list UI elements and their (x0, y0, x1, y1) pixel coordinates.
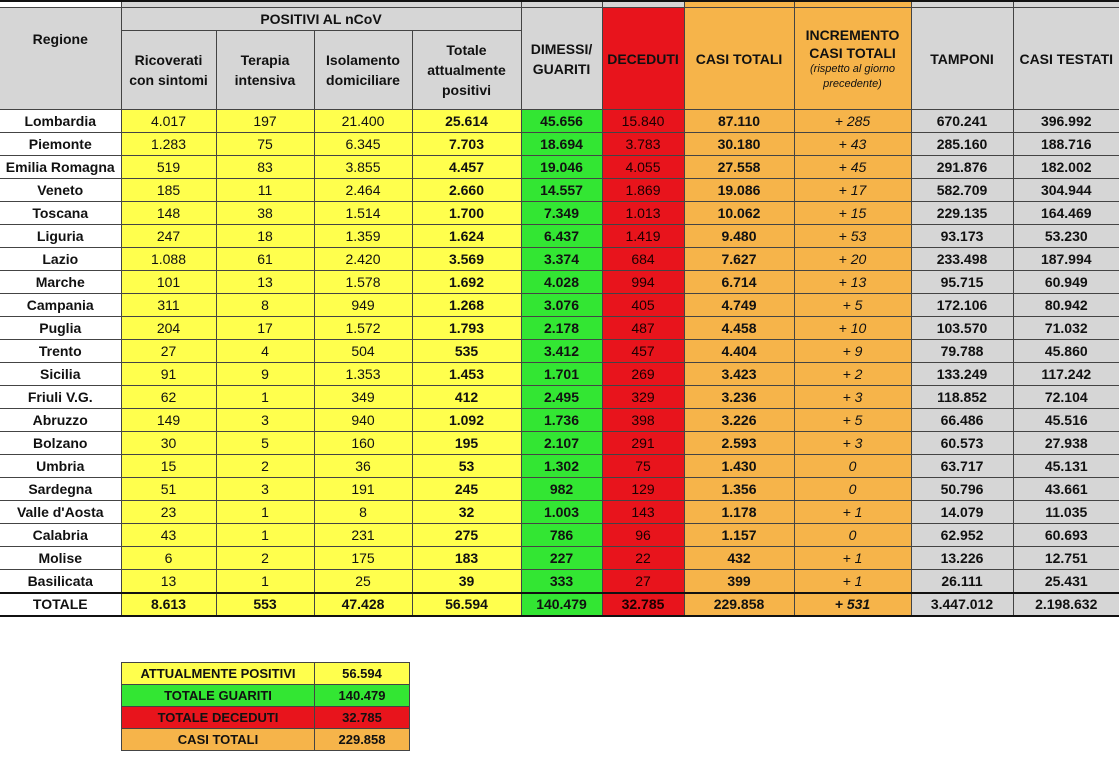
cell-totale: 1.092 (412, 409, 521, 432)
cell-tamponi: 285.160 (911, 133, 1013, 156)
cell-casi: 1.356 (684, 478, 794, 501)
cell-casi: 4.458 (684, 317, 794, 340)
cell-isolamento: 1.359 (314, 225, 412, 248)
cell-regione: Umbria (0, 455, 121, 478)
cell-tamponi: 103.570 (911, 317, 1013, 340)
cell-isolamento: 1.353 (314, 363, 412, 386)
cell-totale: 1.692 (412, 271, 521, 294)
cell-tamponi: 229.135 (911, 202, 1013, 225)
cell-testati: 27.938 (1013, 432, 1119, 455)
cell-terapia: 83 (216, 156, 314, 179)
table-row (0, 202, 1119, 225)
table-row (0, 110, 1119, 133)
cell-isolamento: 191 (314, 478, 412, 501)
cell-regione: Valle d'Aosta (0, 501, 121, 524)
cell-tamponi: 62.952 (911, 524, 1013, 547)
cell-casi: 3.236 (684, 386, 794, 409)
cell-incremento: 0 (794, 478, 911, 501)
cell-testati: 182.002 (1013, 156, 1119, 179)
cell-tamponi: 50.796 (911, 478, 1013, 501)
cell-incremento: + 1 (794, 570, 911, 594)
cell-testati: 72.104 (1013, 386, 1119, 409)
cell-testati: 117.242 (1013, 363, 1119, 386)
cell-casi: 2.593 (684, 432, 794, 455)
cell-totale: 195 (412, 432, 521, 455)
cell-incremento: + 3 (794, 432, 911, 455)
cell-dimessi: 333 (521, 570, 602, 594)
cell-deceduti: 405 (602, 294, 684, 317)
cell-tamponi: 79.788 (911, 340, 1013, 363)
cell-regione: Basilicata (0, 570, 121, 594)
cell-casi: 6.714 (684, 271, 794, 294)
cell-testati: 396.992 (1013, 110, 1119, 133)
table-row (0, 248, 1119, 271)
cell-testati: 187.994 (1013, 248, 1119, 271)
cell-deceduti: 684 (602, 248, 684, 271)
header-incremento-title: INCREMENTO CASI TOTALI (805, 26, 900, 61)
cell-totale: 245 (412, 478, 521, 501)
table-row (0, 294, 1119, 317)
cell-dimessi: 3.076 (521, 294, 602, 317)
cell-terapia: 13 (216, 271, 314, 294)
cell-terapia: 1 (216, 524, 314, 547)
cell-totale: 1.624 (412, 225, 521, 248)
cell-totale: 275 (412, 524, 521, 547)
cell-incremento: + 43 (794, 133, 911, 156)
cell-dimessi: 2.495 (521, 386, 602, 409)
summary-row (122, 707, 410, 729)
cell-ricoverati: 15 (121, 455, 216, 478)
cell-terapia: 2 (216, 547, 314, 570)
cell-casi: 4.404 (684, 340, 794, 363)
cell-ricoverati: 311 (121, 294, 216, 317)
cell-dimessi: 45.656 (521, 110, 602, 133)
cell-dimessi: 786 (521, 524, 602, 547)
cell-tamponi: 60.573 (911, 432, 1013, 455)
cell-testati: 60.693 (1013, 524, 1119, 547)
cell-isolamento: 1.578 (314, 271, 412, 294)
summary-value: 32.785 (315, 707, 410, 729)
cell-regione: Marche (0, 271, 121, 294)
cell-testati: 188.716 (1013, 133, 1119, 156)
cell-casi: 7.627 (684, 248, 794, 271)
cell-isolamento: 349 (314, 386, 412, 409)
cell-terapia: 3 (216, 409, 314, 432)
cell-isolamento: 160 (314, 432, 412, 455)
cell-incremento: + 53 (794, 225, 911, 248)
cell-tamponi: 670.241 (911, 110, 1013, 133)
total-incremento: + 531 (794, 593, 911, 616)
cell-ricoverati: 13 (121, 570, 216, 594)
cell-dimessi: 227 (521, 547, 602, 570)
header-casi-totali: CASI TOTALI (684, 8, 794, 110)
cell-incremento: + 13 (794, 271, 911, 294)
cell-terapia: 18 (216, 225, 314, 248)
cell-totale: 535 (412, 340, 521, 363)
cell-totale: 4.457 (412, 156, 521, 179)
cell-terapia: 1 (216, 570, 314, 594)
summary-row (122, 685, 410, 707)
cell-dimessi: 18.694 (521, 133, 602, 156)
cell-isolamento: 1.514 (314, 202, 412, 225)
cell-incremento: + 5 (794, 409, 911, 432)
cell-isolamento: 949 (314, 294, 412, 317)
table-row (0, 317, 1119, 340)
table-row (0, 386, 1119, 409)
cell-totale: 32 (412, 501, 521, 524)
cell-deceduti: 75 (602, 455, 684, 478)
cell-incremento: + 3 (794, 386, 911, 409)
cell-regione: Molise (0, 547, 121, 570)
cell-regione: Lombardia (0, 110, 121, 133)
cell-casi: 19.086 (684, 179, 794, 202)
cell-dimessi: 3.412 (521, 340, 602, 363)
total-tamponi: 3.447.012 (911, 593, 1013, 616)
summary-table (121, 662, 410, 751)
cell-regione: Calabria (0, 524, 121, 547)
table-row (0, 501, 1119, 524)
cell-incremento: + 45 (794, 156, 911, 179)
table-row (0, 547, 1119, 570)
header-deceduti: DECEDUTI (602, 8, 684, 110)
cell-terapia: 2 (216, 455, 314, 478)
cell-totale: 1.268 (412, 294, 521, 317)
cell-terapia: 5 (216, 432, 314, 455)
summary-value: 229.858 (315, 729, 410, 751)
cell-incremento: + 9 (794, 340, 911, 363)
cell-incremento: 0 (794, 524, 911, 547)
cell-totale: 1.453 (412, 363, 521, 386)
cell-deceduti: 15.840 (602, 110, 684, 133)
cell-incremento: + 285 (794, 110, 911, 133)
cell-regione: Puglia (0, 317, 121, 340)
header-terapia: Terapia intensiva (216, 31, 314, 110)
cell-regione: Piemonte (0, 133, 121, 156)
cell-casi: 3.423 (684, 363, 794, 386)
cell-terapia: 17 (216, 317, 314, 340)
cell-dimessi: 7.349 (521, 202, 602, 225)
cell-isolamento: 231 (314, 524, 412, 547)
table-row (0, 409, 1119, 432)
cell-incremento: 0 (794, 455, 911, 478)
cell-testati: 12.751 (1013, 547, 1119, 570)
cell-terapia: 4 (216, 340, 314, 363)
total-dimessi: 140.479 (521, 593, 602, 616)
cell-terapia: 9 (216, 363, 314, 386)
cell-deceduti: 22 (602, 547, 684, 570)
cell-deceduti: 1.869 (602, 179, 684, 202)
total-casi: 229.858 (684, 593, 794, 616)
cell-terapia: 197 (216, 110, 314, 133)
header-totale-positivi: Totale attualmente positivi (412, 31, 521, 110)
cell-deceduti: 329 (602, 386, 684, 409)
summary-row (122, 663, 410, 685)
cell-deceduti: 143 (602, 501, 684, 524)
table-row (0, 156, 1119, 179)
cell-totale: 1.700 (412, 202, 521, 225)
header-isolamento: Isolamento domiciliare (314, 31, 412, 110)
cell-dimessi: 3.374 (521, 248, 602, 271)
cell-isolamento: 25 (314, 570, 412, 594)
cell-deceduti: 129 (602, 478, 684, 501)
cell-dimessi: 6.437 (521, 225, 602, 248)
cell-deceduti: 1.013 (602, 202, 684, 225)
cell-casi: 399 (684, 570, 794, 594)
cell-isolamento: 8 (314, 501, 412, 524)
summary-label: TOTALE GUARITI (122, 685, 315, 707)
table-row (0, 133, 1119, 156)
cell-incremento: + 17 (794, 179, 911, 202)
total-terapia: 553 (216, 593, 314, 616)
cell-incremento: + 2 (794, 363, 911, 386)
cell-tamponi: 172.106 (911, 294, 1013, 317)
cell-tamponi: 133.249 (911, 363, 1013, 386)
summary-label: ATTUALMENTE POSITIVI (122, 663, 315, 685)
cell-ricoverati: 62 (121, 386, 216, 409)
header-incremento (794, 8, 911, 110)
cell-terapia: 1 (216, 386, 314, 409)
cell-regione: Abruzzo (0, 409, 121, 432)
cell-totale: 25.614 (412, 110, 521, 133)
header-dimessi: DIMESSI/ GUARITI (521, 8, 602, 110)
cell-isolamento: 3.855 (314, 156, 412, 179)
cell-casi: 27.558 (684, 156, 794, 179)
cell-regione: Friuli V.G. (0, 386, 121, 409)
cell-ricoverati: 51 (121, 478, 216, 501)
cell-dimessi: 14.557 (521, 179, 602, 202)
cell-deceduti: 96 (602, 524, 684, 547)
cell-incremento: + 20 (794, 248, 911, 271)
cell-totale: 3.569 (412, 248, 521, 271)
cell-tamponi: 63.717 (911, 455, 1013, 478)
cell-isolamento: 2.420 (314, 248, 412, 271)
cell-testati: 71.032 (1013, 317, 1119, 340)
cell-terapia: 61 (216, 248, 314, 271)
cell-regione: Campania (0, 294, 121, 317)
cell-totale: 183 (412, 547, 521, 570)
cell-testati: 45.516 (1013, 409, 1119, 432)
table-row (0, 524, 1119, 547)
cell-ricoverati: 30 (121, 432, 216, 455)
summary-value: 140.479 (315, 685, 410, 707)
cell-isolamento: 6.345 (314, 133, 412, 156)
cell-regione: Sardegna (0, 478, 121, 501)
cell-deceduti: 27 (602, 570, 684, 594)
cell-deceduti: 269 (602, 363, 684, 386)
cell-ricoverati: 27 (121, 340, 216, 363)
cell-ricoverati: 1.283 (121, 133, 216, 156)
cell-testati: 164.469 (1013, 202, 1119, 225)
total-regione: TOTALE (0, 593, 121, 616)
table-row (0, 363, 1119, 386)
cell-ricoverati: 101 (121, 271, 216, 294)
cell-dimessi: 1.701 (521, 363, 602, 386)
cell-casi: 87.110 (684, 110, 794, 133)
cell-incremento: + 15 (794, 202, 911, 225)
cell-isolamento: 36 (314, 455, 412, 478)
cell-ricoverati: 247 (121, 225, 216, 248)
table-row (0, 455, 1119, 478)
total-ricoverati: 8.613 (121, 593, 216, 616)
header-regione: Regione (0, 8, 121, 110)
cell-regione: Trento (0, 340, 121, 363)
cell-casi: 1.157 (684, 524, 794, 547)
cell-deceduti: 4.055 (602, 156, 684, 179)
cell-tamponi: 95.715 (911, 271, 1013, 294)
cell-tamponi: 93.173 (911, 225, 1013, 248)
cell-dimessi: 2.178 (521, 317, 602, 340)
table-row (0, 179, 1119, 202)
cell-testati: 60.949 (1013, 271, 1119, 294)
header-tamponi: TAMPONI (911, 8, 1013, 110)
cell-tamponi: 13.226 (911, 547, 1013, 570)
cell-totale: 1.793 (412, 317, 521, 340)
cell-deceduti: 1.419 (602, 225, 684, 248)
cell-casi: 4.749 (684, 294, 794, 317)
cell-totale: 7.703 (412, 133, 521, 156)
cell-dimessi: 1.736 (521, 409, 602, 432)
cell-incremento: + 1 (794, 547, 911, 570)
cell-testati: 80.942 (1013, 294, 1119, 317)
cell-testati: 43.661 (1013, 478, 1119, 501)
cell-ricoverati: 519 (121, 156, 216, 179)
cell-casi: 1.430 (684, 455, 794, 478)
cell-tamponi: 14.079 (911, 501, 1013, 524)
cell-incremento: + 10 (794, 317, 911, 340)
cell-regione: Veneto (0, 179, 121, 202)
summary-row (122, 729, 410, 751)
summary-label: TOTALE DECEDUTI (122, 707, 315, 729)
cell-casi: 3.226 (684, 409, 794, 432)
cell-casi: 1.178 (684, 501, 794, 524)
cell-casi: 432 (684, 547, 794, 570)
cell-ricoverati: 4.017 (121, 110, 216, 133)
cell-isolamento: 175 (314, 547, 412, 570)
total-row (0, 593, 1119, 616)
total-isolamento: 47.428 (314, 593, 412, 616)
cell-tamponi: 582.709 (911, 179, 1013, 202)
summary-label: CASI TOTALI (122, 729, 315, 751)
cell-tamponi: 66.486 (911, 409, 1013, 432)
cell-ricoverati: 23 (121, 501, 216, 524)
table-row (0, 225, 1119, 248)
header-casi-testati: CASI TESTATI (1013, 8, 1119, 110)
total-testati: 2.198.632 (1013, 593, 1119, 616)
cell-terapia: 38 (216, 202, 314, 225)
cell-totale: 53 (412, 455, 521, 478)
header-ricoverati: Ricoverati con sintomi (121, 31, 216, 110)
cell-dimessi: 1.302 (521, 455, 602, 478)
cell-dimessi: 982 (521, 478, 602, 501)
cell-deceduti: 398 (602, 409, 684, 432)
cell-deceduti: 3.783 (602, 133, 684, 156)
cell-tamponi: 291.876 (911, 156, 1013, 179)
cell-testati: 45.860 (1013, 340, 1119, 363)
cell-terapia: 3 (216, 478, 314, 501)
cell-tamponi: 118.852 (911, 386, 1013, 409)
cell-terapia: 75 (216, 133, 314, 156)
cell-ricoverati: 91 (121, 363, 216, 386)
cell-totale: 39 (412, 570, 521, 594)
cell-deceduti: 487 (602, 317, 684, 340)
cell-ricoverati: 1.088 (121, 248, 216, 271)
cell-ricoverati: 149 (121, 409, 216, 432)
cell-testati: 53.230 (1013, 225, 1119, 248)
cell-dimessi: 4.028 (521, 271, 602, 294)
total-deceduti: 32.785 (602, 593, 684, 616)
cell-dimessi: 2.107 (521, 432, 602, 455)
cell-terapia: 11 (216, 179, 314, 202)
cell-totale: 2.660 (412, 179, 521, 202)
header-row-1 (0, 8, 1119, 31)
cell-testati: 11.035 (1013, 501, 1119, 524)
cell-deceduti: 457 (602, 340, 684, 363)
cell-tamponi: 233.498 (911, 248, 1013, 271)
cell-casi: 10.062 (684, 202, 794, 225)
cell-incremento: + 1 (794, 501, 911, 524)
cell-incremento: + 5 (794, 294, 911, 317)
cell-tamponi: 26.111 (911, 570, 1013, 594)
cell-terapia: 8 (216, 294, 314, 317)
cell-testati: 25.431 (1013, 570, 1119, 594)
cell-regione: Lazio (0, 248, 121, 271)
cell-testati: 45.131 (1013, 455, 1119, 478)
cell-regione: Emilia Romagna (0, 156, 121, 179)
cell-isolamento: 2.464 (314, 179, 412, 202)
cell-deceduti: 291 (602, 432, 684, 455)
table-row (0, 570, 1119, 594)
summary-value: 56.594 (315, 663, 410, 685)
total-totale: 56.594 (412, 593, 521, 616)
cell-isolamento: 940 (314, 409, 412, 432)
cell-isolamento: 21.400 (314, 110, 412, 133)
cell-ricoverati: 148 (121, 202, 216, 225)
cell-isolamento: 504 (314, 340, 412, 363)
header-positivi-group: POSITIVI AL nCoV (121, 8, 521, 31)
cell-isolamento: 1.572 (314, 317, 412, 340)
cell-totale: 412 (412, 386, 521, 409)
cell-deceduti: 994 (602, 271, 684, 294)
cell-ricoverati: 185 (121, 179, 216, 202)
table-row (0, 432, 1119, 455)
table-row (0, 340, 1119, 363)
header-incremento-note: (rispetto al giorno precedente) (810, 62, 895, 90)
cell-terapia: 1 (216, 501, 314, 524)
cell-casi: 9.480 (684, 225, 794, 248)
cell-regione: Bolzano (0, 432, 121, 455)
cell-ricoverati: 43 (121, 524, 216, 547)
table-row (0, 271, 1119, 294)
cell-regione: Sicilia (0, 363, 121, 386)
cell-regione: Toscana (0, 202, 121, 225)
cell-testati: 304.944 (1013, 179, 1119, 202)
cell-ricoverati: 204 (121, 317, 216, 340)
cell-dimessi: 19.046 (521, 156, 602, 179)
cell-regione: Liguria (0, 225, 121, 248)
cell-ricoverati: 6 (121, 547, 216, 570)
cell-casi: 30.180 (684, 133, 794, 156)
table-row (0, 478, 1119, 501)
cell-dimessi: 1.003 (521, 501, 602, 524)
